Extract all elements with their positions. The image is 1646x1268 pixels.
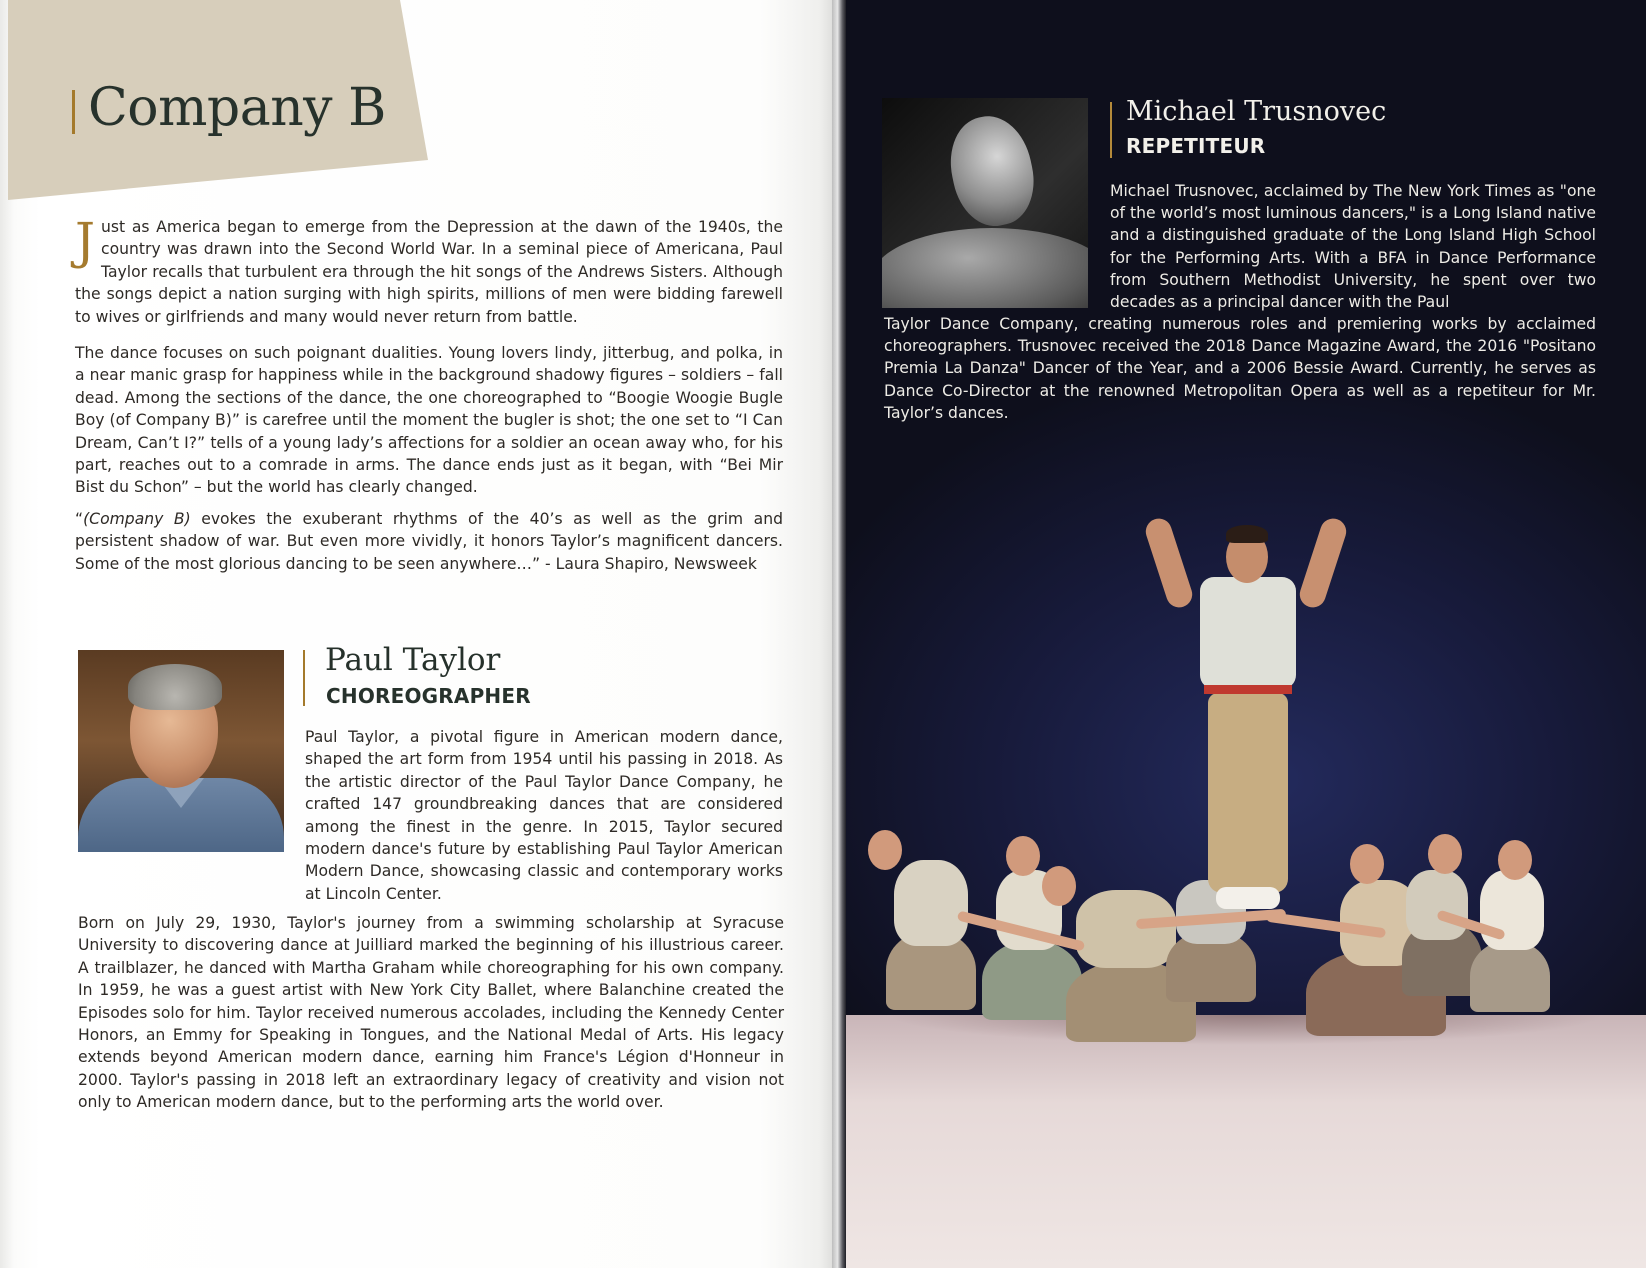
photo-hair-shape <box>128 664 222 710</box>
intro-paragraph <box>75 212 783 328</box>
taylor-name: Paul Taylor <box>325 642 501 678</box>
dance-performance-photo <box>846 440 1646 1268</box>
dancer-hair <box>1226 525 1268 543</box>
page-title: Company B <box>88 78 386 138</box>
photo-face-shape <box>941 109 1042 233</box>
dancer-head <box>1498 840 1532 880</box>
quote-text: evokes the exuberant rhythms of the 40’s as well as the grim and persistent shadow of war. But even more vividly, it honors Taylor’s magnificent dancers. Some of the most glorious dancing to be seen anywhere…” - Laura Shapiro, Newsweek <box>75 510 783 573</box>
review-quote <box>75 508 783 575</box>
dancer-red-belt <box>1204 685 1292 694</box>
dancer-arm <box>1296 515 1349 611</box>
dancer-body <box>1406 870 1468 940</box>
quote-work-title: (Company B) <box>83 510 191 528</box>
dancer-head <box>1428 834 1462 874</box>
taylor-accent-rule <box>303 650 305 706</box>
stage-floor <box>846 1015 1646 1268</box>
dancer-head <box>1042 866 1076 906</box>
trusnovec-bio-part-2: Taylor Dance Company, creating numerous roles and premiering works by acclaimed choreographers. Trusnovec received the 2018 Dance Magazine Award, the 2016 "Positano Premia La Danza" Dancer of the Year, and a 2006 Bessie Award. Currently, he serves as Dance Co-Director at the renowned Metropolitan Opera as well as a repetiteur for Mr. Taylor’s dances. <box>884 315 1596 422</box>
drop-cap: J <box>75 212 96 270</box>
intro-text: ust as America began to emerge from the Depression at the dawn of the 1940s, the country was drawn into the Second World War. In a seminal piece of Americana, Paul Taylor recalls that turbulent era through the hit songs of the Andrews Sisters. Although the songs depict a nation surging with high spirits, millions of men were bidding farewell to wives or girlfriends and many would never return from battle. <box>75 218 783 326</box>
description-paragraph: The dance focuses on such poignant dualities. Young lovers lindy, jitterbug, and polka, in a near manic grasp for happiness while in the background shadowy figures – soldiers – fall dead. Among the sections of the dance, the one choreographed to “Boogie Woogie Bugle Boy (of Company B)” is carefree until the moment the bugler is shot; the one set to “I Can Dream, Can’t I?” tells of a young lady’s affections for a soldier an ocean away who, for his part, reaches out to a comrade in arms. The dance ends just as it began, with “Bei Mir Bist du Schon” – but the world has clearly changed. <box>75 344 783 497</box>
paul-taylor-photo <box>78 650 284 852</box>
taylor-role: CHOREOGRAPHER <box>326 684 531 708</box>
dancer-head <box>1006 836 1040 876</box>
dancer-pants <box>1208 693 1288 893</box>
taylor-bio-part-1: Paul Taylor, a pivotal figure in American modern dance, shaped the art form from 1954 until his passing in 2018. As the artistic director of the Paul Taylor Dance Company, he crafted 147 groundbreaking dances that are considered among the finest in the genre. In 2015, Taylor secured modern dance's future by establishing Paul Taylor American Modern Dance, showcasing classic and contemporary works at Lincoln Center. <box>305 728 783 903</box>
book-spine <box>832 0 846 1268</box>
dancer-body <box>894 860 968 946</box>
dancer-arm <box>1142 515 1195 611</box>
quote-open-mark: “ <box>75 510 84 528</box>
trusnovec-bio-part-1: Michael Trusnovec, acclaimed by The New York Times as "one of the world’s most luminous dancers," is a Long Island native and a distinguished graduate of the Long Island High School for the Performing Arts. With a BFA in Dance Performance from Southern Methodist University, he spent over two decades as a principal dancer with the Paul <box>1110 182 1596 312</box>
trusnovec-accent-rule <box>1110 102 1112 158</box>
dancer-body <box>1480 870 1544 950</box>
title-accent-rule <box>72 90 75 134</box>
michael-trusnovec-photo <box>882 98 1088 308</box>
dancer-shirt <box>1200 577 1296 689</box>
photo-arm-shape <box>882 228 1088 308</box>
jumping-dancer <box>1146 515 1346 935</box>
right-page <box>846 0 1646 1268</box>
dancer-shoes <box>1216 887 1280 909</box>
dancer-head <box>1350 844 1384 884</box>
trusnovec-role: REPETITEUR <box>1126 134 1266 158</box>
trusnovec-name: Michael Trusnovec <box>1126 96 1387 127</box>
dancer-head <box>868 830 902 870</box>
dancer-skirt <box>1470 940 1550 1012</box>
taylor-bio-part-2: Born on July 29, 1930, Taylor's journey from a swimming scholarship at Syracuse University to discovering dance at Juilliard marked the beginning of his illustrious career. A trailblazer, he danced with Martha Graham while choreographing for his own company. In 1959, he was a guest artist with New York City Ballet, where Balanchine created the Episodes solo for him. Taylor received numerous accolades, including the Kennedy Center Honors, an Emmy for Speaking in Tongues, and the National Medal of Arts. His legacy extends beyond American modern dance, earning him France's Légion d'Honneur in 2000. Taylor's passing in 2018 left an extraordinary legacy of creativity and vision not only to American modern dance, but to the performing arts the world over. <box>78 914 784 1112</box>
